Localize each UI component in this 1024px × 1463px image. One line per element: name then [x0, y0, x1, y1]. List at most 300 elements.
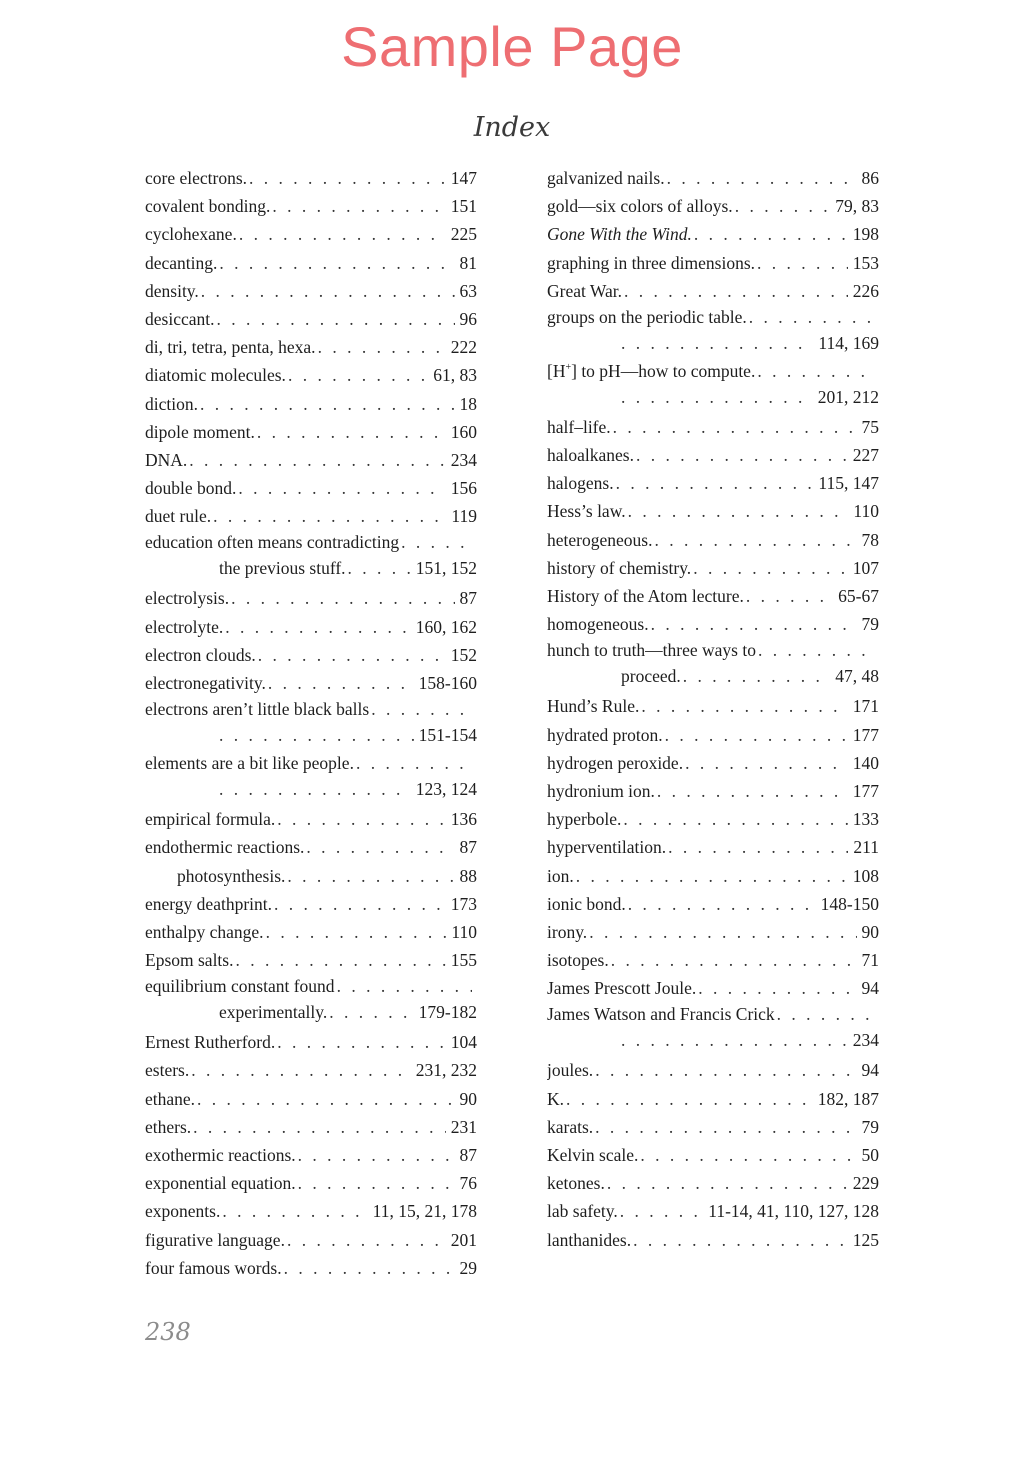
index-entry-line	[547, 1113, 879, 1141]
index-entry	[547, 946, 879, 974]
dot-leader	[757, 359, 874, 385]
index-page-numbers: 177	[852, 724, 879, 745]
index-term: ethers.	[145, 1116, 192, 1137]
dot-leader	[595, 1113, 856, 1141]
index-page-numbers: 87	[459, 1145, 477, 1165]
index-term: Epsom salts.	[145, 950, 234, 971]
index-term: density.	[145, 280, 199, 301]
index-term: graphing in three dimensions.	[547, 252, 756, 273]
index-entry-line	[145, 1169, 477, 1197]
index-page-numbers: 87	[459, 837, 477, 858]
dot-leader	[238, 474, 445, 502]
index-entry	[145, 502, 477, 530]
index-page-numbers: 110	[853, 501, 879, 522]
index-term: hydrated proton.	[547, 724, 663, 745]
index-term: gold—six colors of alloys.	[547, 196, 733, 217]
index-page-numbers: 71	[861, 950, 879, 971]
index-page-numbers: 90	[459, 1088, 477, 1109]
index-entry-line	[145, 530, 477, 556]
index-entry	[145, 361, 477, 389]
index-entry	[547, 1141, 879, 1169]
index-entry-line	[547, 805, 879, 833]
index-term: ethane.	[145, 1088, 196, 1109]
index-term: Hund’s Rule.	[547, 696, 640, 717]
index-entry-line	[145, 474, 477, 502]
index-page-numbers: 147	[450, 168, 477, 188]
index-entry-line	[547, 220, 879, 248]
dot-leader	[235, 946, 445, 974]
index-entry-continuation	[145, 556, 477, 584]
index-page-numbers: 29	[459, 1257, 477, 1278]
index-page-numbers: 133	[852, 809, 879, 830]
index-page-numbers: 231	[450, 1116, 477, 1137]
dot-leader	[219, 777, 411, 801]
index-page-numbers: 76	[459, 1173, 477, 1194]
index-page-numbers: 11, 15, 21, 178	[372, 1201, 477, 1222]
dot-leader	[266, 918, 447, 946]
index-page-numbers: 152	[450, 644, 477, 665]
dot-leader	[201, 277, 455, 305]
index-page-numbers: 155	[450, 950, 477, 971]
dot-leader	[371, 697, 472, 723]
index-entry	[145, 1141, 477, 1169]
dot-leader	[216, 305, 454, 333]
index-page-numbers: 151-154	[418, 724, 477, 745]
index-term: hydronium ion.	[547, 780, 655, 801]
index-entry-line	[145, 192, 477, 220]
index-entry-line	[547, 749, 879, 777]
index-entry	[547, 554, 879, 582]
index-page-numbers: 94	[861, 1060, 879, 1081]
index-entry	[547, 441, 879, 469]
index-page-numbers: 153	[852, 252, 879, 273]
index-entry	[145, 1197, 477, 1225]
index-term: duet rule.	[145, 506, 212, 527]
index-page-numbers: 79	[861, 614, 879, 635]
index-entry	[145, 1169, 477, 1197]
dot-leader	[191, 1056, 411, 1084]
index-term: exothermic reactions.	[145, 1145, 296, 1165]
index-page-numbers: 61, 83	[433, 365, 477, 386]
index-page-numbers: 90	[861, 921, 879, 942]
index-entry-line	[547, 777, 879, 805]
dot-leader	[287, 1226, 446, 1254]
index-page-numbers: 225	[450, 224, 477, 245]
index-entry-line	[547, 277, 879, 305]
index-term: equilibrium constant found	[145, 976, 335, 997]
dot-leader	[668, 833, 848, 861]
index-page-numbers: 234	[450, 449, 477, 470]
index-entry-line	[547, 413, 879, 441]
dot-leader	[611, 946, 857, 974]
dot-leader	[225, 613, 411, 641]
dot-leader	[272, 192, 445, 220]
dot-leader	[746, 582, 833, 610]
index-page-numbers: 182, 187	[817, 1088, 879, 1109]
index-term: ion.	[547, 865, 574, 886]
index-entry-line	[547, 497, 879, 525]
dot-leader	[298, 1141, 455, 1169]
dot-leader	[633, 1226, 848, 1254]
dot-leader	[257, 418, 446, 446]
index-entry	[547, 164, 879, 192]
dot-leader	[694, 220, 848, 248]
index-entry	[145, 669, 477, 697]
index-term: galvanized nails.	[547, 168, 665, 188]
index-entry	[145, 1254, 477, 1282]
dot-leader	[651, 610, 857, 638]
index-page-numbers: 78	[861, 529, 879, 550]
index-page-numbers: 119	[451, 506, 477, 527]
index-entry	[547, 220, 879, 248]
index-term: history of chemistry.	[547, 557, 692, 578]
index-entry	[145, 751, 477, 805]
index-entry	[145, 1028, 477, 1056]
dot-leader	[589, 918, 856, 946]
index-entry-line	[547, 469, 879, 497]
index-term: karats.	[547, 1116, 594, 1137]
index-entry	[145, 974, 477, 1028]
dot-leader	[698, 974, 856, 1002]
index-page-numbers: 75	[861, 416, 879, 437]
dot-leader	[268, 669, 414, 697]
index-term: elements are a bit like people.	[145, 753, 354, 774]
index-page-numbers: 229	[852, 1173, 879, 1194]
index-entry	[145, 277, 477, 305]
index-page-numbers: 198	[852, 224, 879, 245]
dot-leader	[197, 1085, 454, 1113]
dot-leader	[566, 1085, 813, 1113]
index-term: hydrogen peroxide.	[547, 752, 684, 773]
dot-leader	[620, 1197, 703, 1225]
dot-leader	[249, 164, 446, 192]
index-page-numbers: 227	[852, 445, 879, 466]
index-entry-line	[547, 862, 879, 890]
index-column-right	[547, 164, 879, 1254]
index-entry-line	[547, 1141, 879, 1169]
index-term: four famous words.	[145, 1257, 282, 1278]
page-number: 238	[145, 1318, 191, 1346]
index-entry-line	[547, 1085, 879, 1113]
index-entry-line	[547, 974, 879, 1002]
index-entry	[547, 249, 879, 277]
dot-leader	[621, 331, 813, 355]
index-entry	[547, 1113, 879, 1141]
index-entry-continuation	[547, 1028, 879, 1056]
dot-leader	[777, 1002, 874, 1028]
index-page-numbers: 148-150	[820, 893, 879, 914]
index-entry-line	[547, 359, 879, 385]
index-entry	[547, 721, 879, 749]
index-entry	[145, 390, 477, 418]
dot-leader	[595, 1056, 856, 1084]
dot-leader	[189, 446, 445, 474]
index-term: enthalpy change.	[145, 921, 264, 942]
dot-leader	[348, 556, 411, 580]
index-term: electrons aren’t little black balls	[145, 699, 370, 720]
index-term: haloalkanes.	[547, 445, 634, 466]
index-entry-line	[145, 249, 477, 277]
index-entry-line	[547, 1056, 879, 1084]
dot-leader	[628, 497, 849, 525]
index-entry	[547, 918, 879, 946]
index-entry-line	[547, 1226, 879, 1254]
index-entry	[547, 1197, 879, 1225]
index-entry-line	[145, 1141, 477, 1169]
index-term: core electrons.	[145, 168, 248, 188]
index-term-text: to pH—how to compute.	[581, 360, 756, 381]
index-page-numbers: 11-14, 41, 110, 127, 128	[708, 1201, 879, 1222]
index-entry-line	[145, 833, 477, 861]
dot-leader	[284, 1254, 455, 1282]
index-term: History of the Atom lecture.	[547, 586, 744, 607]
dot-leader	[636, 441, 848, 469]
dot-leader	[287, 862, 454, 890]
index-entry	[547, 359, 879, 413]
dot-leader	[613, 413, 857, 441]
index-entry	[547, 526, 879, 554]
index-term: esters.	[145, 1060, 190, 1081]
index-page-numbers: 87	[459, 588, 477, 609]
dot-leader	[277, 1028, 446, 1056]
dot-leader	[685, 749, 848, 777]
index-entry	[145, 833, 477, 861]
dot-leader	[735, 192, 831, 220]
index-entry-line	[145, 974, 477, 1000]
dot-leader	[337, 974, 472, 1000]
index-page-numbers: 158-160	[418, 672, 477, 693]
index-entry	[145, 249, 477, 277]
dot-leader	[222, 1197, 367, 1225]
index-entry-continuation	[547, 331, 879, 359]
index-entry-line	[547, 554, 879, 582]
index-term: photosynthesis.	[177, 865, 286, 886]
dot-leader	[576, 862, 848, 890]
dot-leader	[683, 664, 830, 688]
dot-leader	[231, 584, 454, 612]
index-term: Gone With the Wind.	[547, 224, 692, 245]
index-entry-line	[145, 669, 477, 697]
index-term-continuation: experimentally.	[219, 1002, 328, 1023]
dot-leader	[318, 333, 446, 361]
index-entry-line	[145, 1113, 477, 1141]
index-entry	[547, 833, 879, 861]
index-term-continuation: the previous stuff.	[219, 558, 346, 579]
index-page-numbers: 123, 124	[415, 778, 477, 799]
index-page-numbers: 160	[450, 421, 477, 442]
index-entry-line	[547, 582, 879, 610]
index-page-numbers: 108	[852, 865, 879, 886]
index-term: James Prescott Joule.	[547, 978, 697, 999]
index-entry-line	[547, 833, 879, 861]
index-term: ketones.	[547, 1173, 605, 1194]
dot-leader	[277, 805, 446, 833]
index-entry	[547, 497, 879, 525]
index-page-numbers: 177	[852, 780, 879, 801]
dot-leader	[306, 833, 454, 861]
index-term: di, tri, tetra, penta, hexa.	[145, 337, 316, 358]
dot-leader	[258, 641, 446, 669]
index-column-left	[145, 164, 477, 1282]
dot-leader	[621, 1028, 848, 1052]
dot-leader	[757, 249, 848, 277]
dot-leader	[274, 890, 446, 918]
index-entry-line	[145, 502, 477, 530]
index-term: lanthanides.	[547, 1229, 632, 1250]
index-term-superscript: +	[565, 362, 572, 374]
index-term: groups on the periodic table.	[547, 306, 747, 327]
index-entry-continuation	[145, 1000, 477, 1028]
index-term: irony.	[547, 921, 588, 942]
index-entry-line	[547, 1169, 879, 1197]
index-page-numbers: 115, 147	[818, 473, 879, 494]
index-entry-line	[145, 305, 477, 333]
index-entry	[145, 220, 477, 248]
index-term: education often means contradicting	[145, 532, 400, 553]
index-entry	[145, 1085, 477, 1113]
index-entry-line	[547, 918, 879, 946]
index-entry	[547, 469, 879, 497]
index-entry-line	[145, 1028, 477, 1056]
index-page-numbers: 104	[450, 1032, 477, 1053]
index-term: decanting.	[145, 252, 218, 273]
index-entry-line	[547, 721, 879, 749]
index-entry-line	[145, 1197, 477, 1225]
index-page-numbers: 160, 162	[415, 616, 477, 637]
index-page-numbers: 47, 48	[835, 666, 879, 687]
index-entry	[547, 1002, 879, 1056]
index-entry-line	[547, 890, 879, 918]
index-term: electronegativity.	[145, 672, 266, 693]
index-term: hyperventilation.	[547, 837, 667, 858]
index-entry	[145, 697, 477, 751]
dot-leader	[624, 277, 848, 305]
index-term-prefix-close: ]	[571, 360, 577, 381]
index-entry	[547, 582, 879, 610]
index-entry	[145, 1113, 477, 1141]
sample-page-watermark: Sample Page	[341, 15, 683, 78]
dot-leader	[654, 526, 856, 554]
index-entry	[547, 413, 879, 441]
index-term: hunch to truth—three ways to	[547, 640, 756, 661]
index-entry	[145, 418, 477, 446]
index-term: desiccant.	[145, 308, 215, 329]
index-entry-line	[145, 361, 477, 389]
index-term-continuation: proceed.	[621, 666, 681, 687]
index-entry	[145, 1056, 477, 1084]
index-entry-line	[145, 641, 477, 669]
index-page-numbers: 231, 232	[415, 1060, 477, 1081]
index-page-numbers: 151	[450, 196, 477, 217]
dot-leader	[219, 723, 414, 747]
dot-leader	[749, 305, 874, 331]
dot-leader	[641, 692, 847, 720]
index-term	[547, 359, 755, 385]
index-entry	[547, 890, 879, 918]
dot-leader	[298, 1169, 455, 1197]
index-term: homogeneous.	[547, 614, 649, 635]
index-entry-line	[547, 526, 879, 554]
index-term: joules.	[547, 1060, 594, 1081]
index-term: covalent bonding.	[145, 196, 271, 217]
index-entry-line	[547, 164, 879, 192]
index-entry-line	[547, 441, 879, 469]
index-term: lab safety.	[547, 1201, 618, 1222]
index-page-numbers: 107	[852, 557, 879, 578]
dot-leader	[239, 220, 446, 248]
dot-leader	[329, 1000, 413, 1024]
index-term: halogens.	[547, 473, 614, 494]
index-term: diatomic molecules.	[145, 365, 286, 386]
dot-leader	[758, 638, 874, 664]
index-entry	[145, 805, 477, 833]
index-page-numbers: 151, 152	[415, 558, 477, 579]
index-term: DNA.	[145, 449, 188, 470]
index-entry-line	[145, 1254, 477, 1282]
index-term: James Watson and Francis Crick	[547, 1004, 775, 1025]
dot-leader	[623, 805, 847, 833]
index-page-numbers: 18	[459, 393, 477, 414]
index-entry	[145, 333, 477, 361]
index-term: K.	[547, 1088, 565, 1109]
index-term: exponents.	[145, 1201, 221, 1222]
dot-leader	[665, 721, 848, 749]
index-term: ionic bond.	[547, 893, 626, 914]
index-entry	[145, 862, 477, 890]
index-page-numbers: 50	[861, 1145, 879, 1165]
dot-leader	[288, 361, 428, 389]
index-page-numbers: 156	[450, 478, 477, 499]
index-entry-continuation	[145, 723, 477, 751]
index-entry	[547, 1056, 879, 1084]
index-entry-line	[547, 610, 879, 638]
index-entry	[145, 918, 477, 946]
index-entry-line	[145, 1226, 477, 1254]
index-term: diction.	[145, 393, 198, 414]
index-entry-continuation	[145, 777, 477, 805]
index-entry	[547, 1169, 879, 1197]
index-entry	[145, 613, 477, 641]
index-entry	[547, 277, 879, 305]
index-entry	[547, 192, 879, 220]
index-entry-continuation	[547, 664, 879, 692]
index-entry-line	[145, 418, 477, 446]
index-page-numbers: 81	[459, 252, 477, 273]
index-page-numbers: 173	[450, 893, 477, 914]
index-page-numbers: 96	[459, 308, 477, 329]
index-term: Kelvin scale.	[547, 1145, 639, 1165]
index-entry-line	[547, 249, 879, 277]
dot-leader	[616, 469, 814, 497]
index-term: empirical formula.	[145, 809, 276, 830]
dot-leader	[200, 390, 455, 418]
index-entry-line	[145, 164, 477, 192]
index-entry-line	[145, 277, 477, 305]
index-entry	[145, 890, 477, 918]
index-entry-line	[547, 946, 879, 974]
index-entry-line	[145, 390, 477, 418]
index-entry	[145, 641, 477, 669]
index-heading: Index	[473, 112, 551, 143]
index-term: energy deathprint.	[145, 893, 272, 914]
index-entry-line	[547, 192, 879, 220]
index-term: half–life.	[547, 416, 611, 437]
index-entry-line	[145, 751, 477, 777]
dot-leader	[667, 164, 857, 192]
dot-leader	[356, 751, 472, 777]
index-page-numbers: 114, 169	[818, 332, 879, 353]
index-term: double bond.	[145, 478, 237, 499]
